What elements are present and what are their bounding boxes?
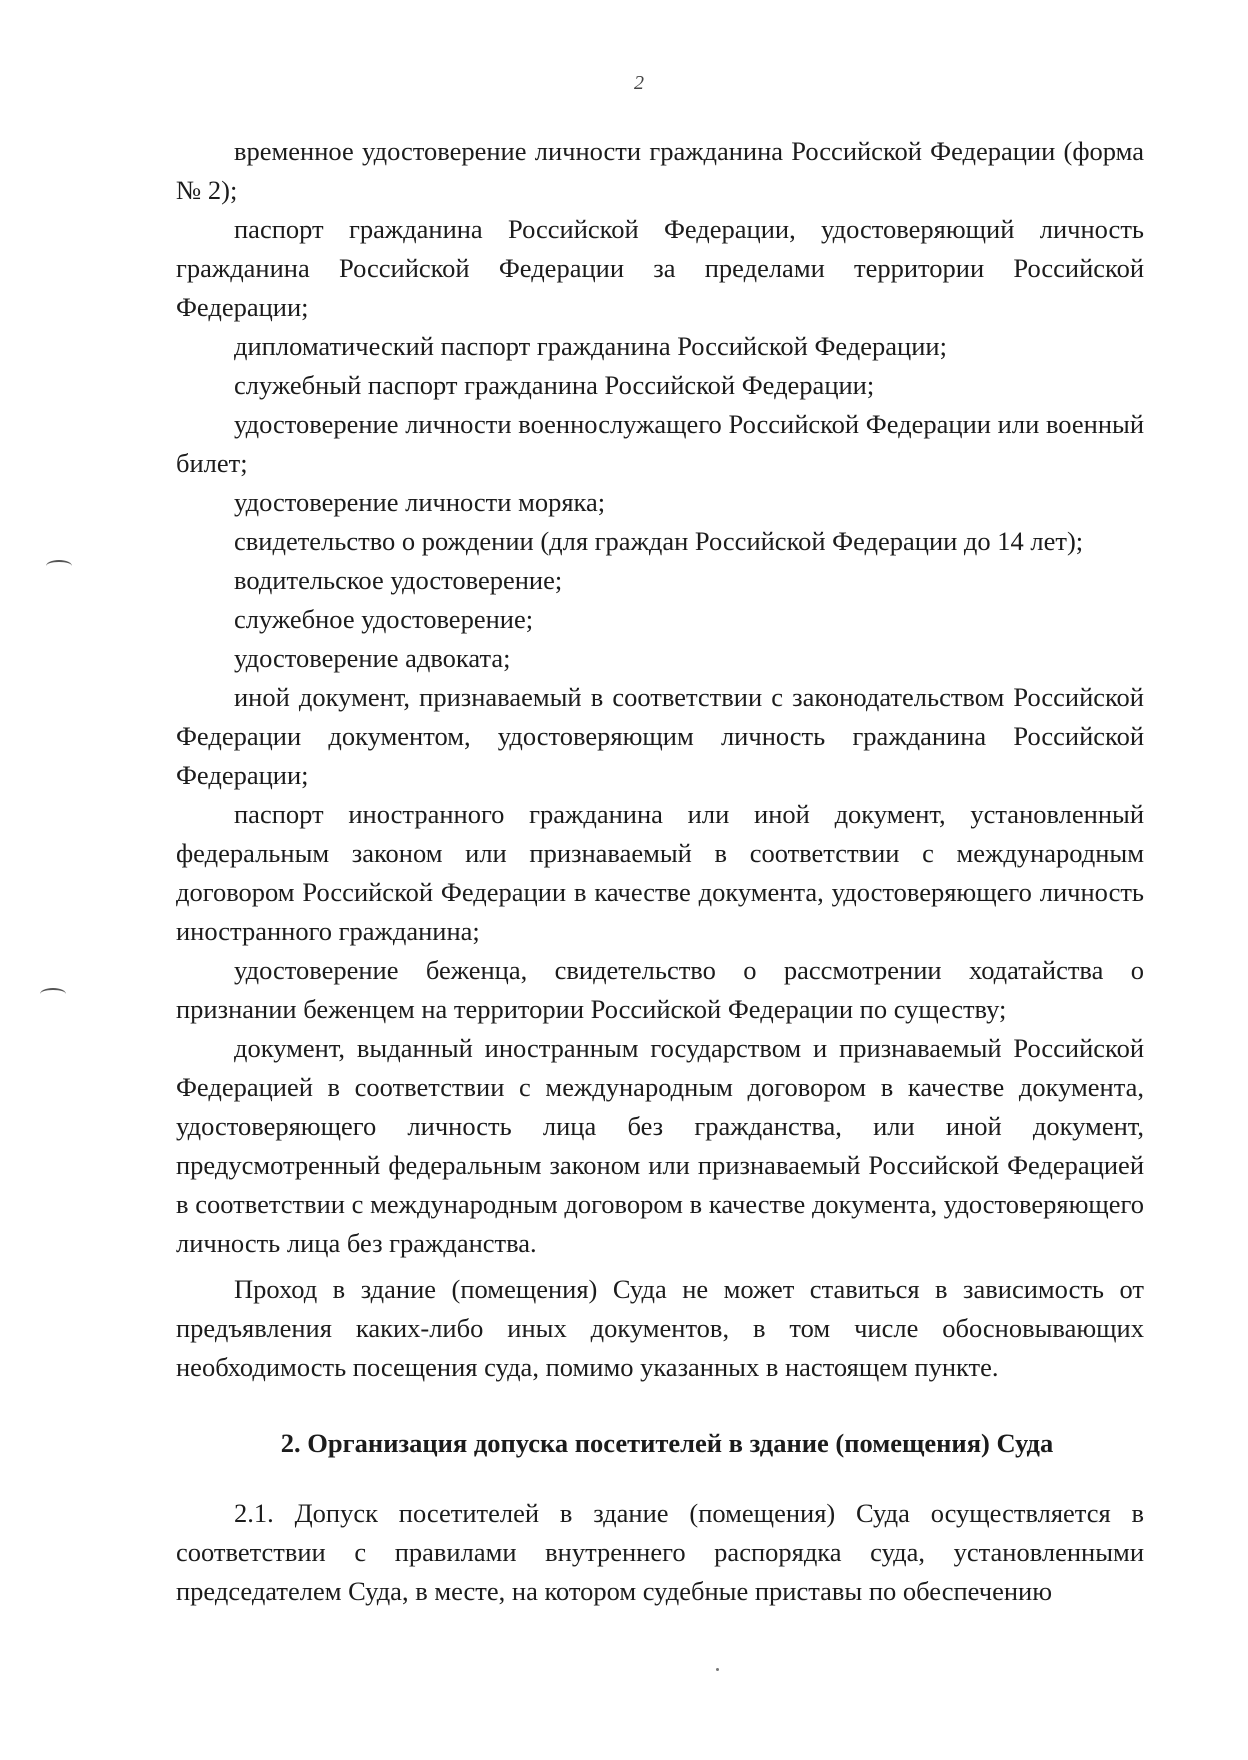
list-item: документ, выданный иностранным государством и признаваемый Российской Федерацией в соответствии с международным договором в качестве документа, удостоверяющего личность лица без гражданства, или иной документ, предусмотренный федеральным законом или признаваемый Российской Федерацией в соответствии с международным договором в качестве документа, удостоверяющего личность лица без гражданства. <box>176 1033 1144 1258</box>
list-item: свидетельство о рождении (для граждан Российской Федерации до 14 лет); <box>234 526 1084 556</box>
body-paragraph: Проход в здание (помещения) Суда не может ставиться в зависимость от предъявления каких-либо иных документов, в том числе обосновывающих необходимость посещения суда, помимо указанных в настоящем пункте. <box>176 1274 1144 1382</box>
scan-artifact-mark <box>40 988 66 1000</box>
list-item: удостоверение личности военнослужащего Российской Федерации или военный билет; <box>176 409 1144 478</box>
scan-artifact-mark <box>46 560 72 572</box>
document-text <box>176 132 1144 1611</box>
list-item: удостоверение беженца, свидетельство о рассмотрении ходатайства о признании беженцем на территории Российской Федерации по существу; <box>176 955 1144 1024</box>
scan-artifact-dot <box>716 1668 719 1671</box>
list-item: удостоверение личности моряка; <box>234 487 606 517</box>
list-item: паспорт гражданина Российской Федерации, удостоверяющий личность гражданина Российской Федерации за пределами территории Российской Федерации; <box>176 214 1144 322</box>
list-item: водительское удостоверение; <box>234 565 563 595</box>
list-item: иной документ, признаваемый в соответствии с законодательством Российской Федерации документом, удостоверяющим личность гражданина Российской Федерации; <box>176 682 1144 790</box>
page-number: 2 <box>634 72 644 94</box>
section-heading: 2. Организация допуска посетителей в здание (помещения) Суда <box>280 1428 1054 1458</box>
list-item: временное удостоверение личности гражданина Российской Федерации (форма № 2); <box>176 136 1144 205</box>
list-item: служебный паспорт гражданина Российской Федерации; <box>234 370 875 400</box>
list-item: паспорт иностранного гражданина или иной документ, установленный федеральным законом или признаваемый в соответствии с международным договором Российской Федерации в качестве документа, удостоверяющего личность иностранного гражданина; <box>176 799 1144 946</box>
list-item: служебное удостоверение; <box>234 604 534 634</box>
list-item: удостоверение адвоката; <box>234 643 511 673</box>
list-item: дипломатический паспорт гражданина Российской Федерации; <box>234 331 947 361</box>
body-paragraph: 2.1. Допуск посетителей в здание (помещения) Суда осуществляется в соответствии с правилами внутреннего распорядка суда, установленными председателем Суда, в месте, на котором судебные приставы по обеспечению <box>176 1498 1144 1606</box>
